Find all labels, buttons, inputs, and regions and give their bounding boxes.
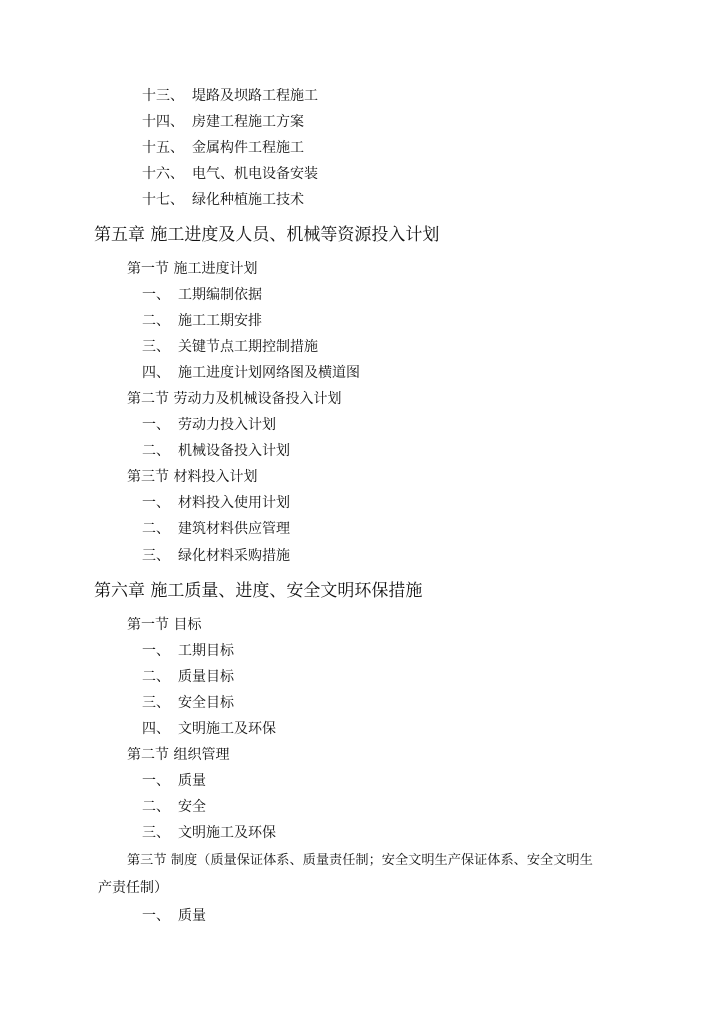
- toc-item-number: 二、: [142, 443, 170, 459]
- toc-item: [142, 311, 262, 331]
- section-heading: 第二节 劳动力及机械设备投入计划: [127, 391, 342, 407]
- toc-item-text: 关键节点工期控制措施: [178, 339, 318, 355]
- toc-item-number: 三、: [142, 339, 170, 355]
- toc-item-text: 工期编制依据: [178, 287, 262, 303]
- toc-item-number: 十四、: [142, 114, 184, 130]
- toc-item: [142, 771, 206, 791]
- toc-item-text: 堤路及坝路工程施工: [192, 88, 318, 104]
- toc-item-number: 三、: [142, 825, 170, 841]
- toc-item: [142, 86, 318, 106]
- toc-item-number: 四、: [142, 365, 170, 381]
- toc-item-number: 二、: [142, 521, 170, 537]
- section-heading: 第二节 组织管理: [127, 747, 230, 763]
- toc-item: [142, 719, 276, 739]
- toc-item-text: 质量: [178, 773, 206, 789]
- toc-item-text: 材料投入使用计划: [178, 495, 290, 511]
- toc-item: [142, 337, 318, 357]
- toc-item: [142, 519, 290, 539]
- toc-item: [142, 641, 234, 661]
- toc-item-text: 劳动力投入计划: [178, 417, 276, 433]
- toc-item-number: 一、: [142, 417, 170, 433]
- toc-item-number: 一、: [142, 643, 170, 659]
- toc-item: [142, 823, 276, 843]
- toc-item-number: 十六、: [142, 166, 184, 182]
- toc-item: [142, 906, 206, 926]
- toc-item-text: 房建工程施工方案: [192, 114, 304, 130]
- toc-item-number: 二、: [142, 669, 170, 685]
- section-heading: 第三节 材料投入计划: [127, 469, 258, 485]
- toc-item: [142, 693, 234, 713]
- toc-item: [142, 190, 304, 210]
- toc-item-text: 文明施工及环保: [178, 721, 276, 737]
- toc-item-text: 绿化材料采购措施: [178, 548, 290, 564]
- toc-item-number: 二、: [142, 799, 170, 815]
- toc-item-number: 二、: [142, 313, 170, 329]
- toc-item: [142, 797, 206, 817]
- toc-item: [142, 667, 234, 687]
- chapter-heading: 第五章 施工进度及人员、机械等资源投入计划: [94, 225, 440, 245]
- toc-item-number: 四、: [142, 721, 170, 737]
- toc-item-number: 一、: [142, 908, 170, 924]
- section-heading: 第三节 制度（质量保证体系、质量责任制；安全文明生产保证体系、安全文明生: [127, 853, 593, 868]
- toc-item-number: 十七、: [142, 192, 184, 208]
- toc-item-number: 三、: [142, 695, 170, 711]
- toc-item-number: 十五、: [142, 140, 184, 156]
- section-heading: 第一节 施工进度计划: [127, 261, 258, 277]
- toc-item-text: 金属构件工程施工: [192, 140, 304, 156]
- toc-item-text: 电气、机电设备安装: [192, 166, 318, 182]
- section-heading: 第一节 目标: [127, 617, 202, 633]
- toc-item-number: 一、: [142, 495, 170, 511]
- toc-item: [142, 164, 318, 184]
- toc-item-text: 文明施工及环保: [178, 825, 276, 841]
- toc-item: [142, 138, 304, 158]
- toc-item-text: 质量: [178, 908, 206, 924]
- toc-item-text: 安全目标: [178, 695, 234, 711]
- toc-item-text: 工期目标: [178, 643, 234, 659]
- toc-item-number: 三、: [142, 548, 170, 564]
- chapter-heading: 第六章 施工质量、进度、安全文明环保措施: [94, 581, 423, 601]
- toc-item-text: 建筑材料供应管理: [178, 521, 290, 537]
- toc-item: [142, 493, 290, 513]
- toc-item: [142, 546, 290, 566]
- toc-item-text: 安全: [178, 799, 206, 815]
- toc-item-text: 绿化种植施工技术: [192, 192, 304, 208]
- toc-item: [142, 363, 360, 383]
- toc-item: [142, 415, 276, 435]
- toc-item-text: 施工进度计划网络图及横道图: [178, 365, 360, 381]
- toc-item-text: 质量目标: [178, 669, 234, 685]
- section-heading-continued: 产责任制）: [98, 880, 168, 896]
- toc-item: [142, 112, 304, 132]
- toc-item-number: 十三、: [142, 88, 184, 104]
- toc-item-number: 一、: [142, 287, 170, 303]
- toc-item-text: 机械设备投入计划: [178, 443, 290, 459]
- toc-item-number: 一、: [142, 773, 170, 789]
- toc-item: [142, 441, 290, 461]
- toc-item-text: 施工工期安排: [178, 313, 262, 329]
- toc-item: [142, 285, 262, 305]
